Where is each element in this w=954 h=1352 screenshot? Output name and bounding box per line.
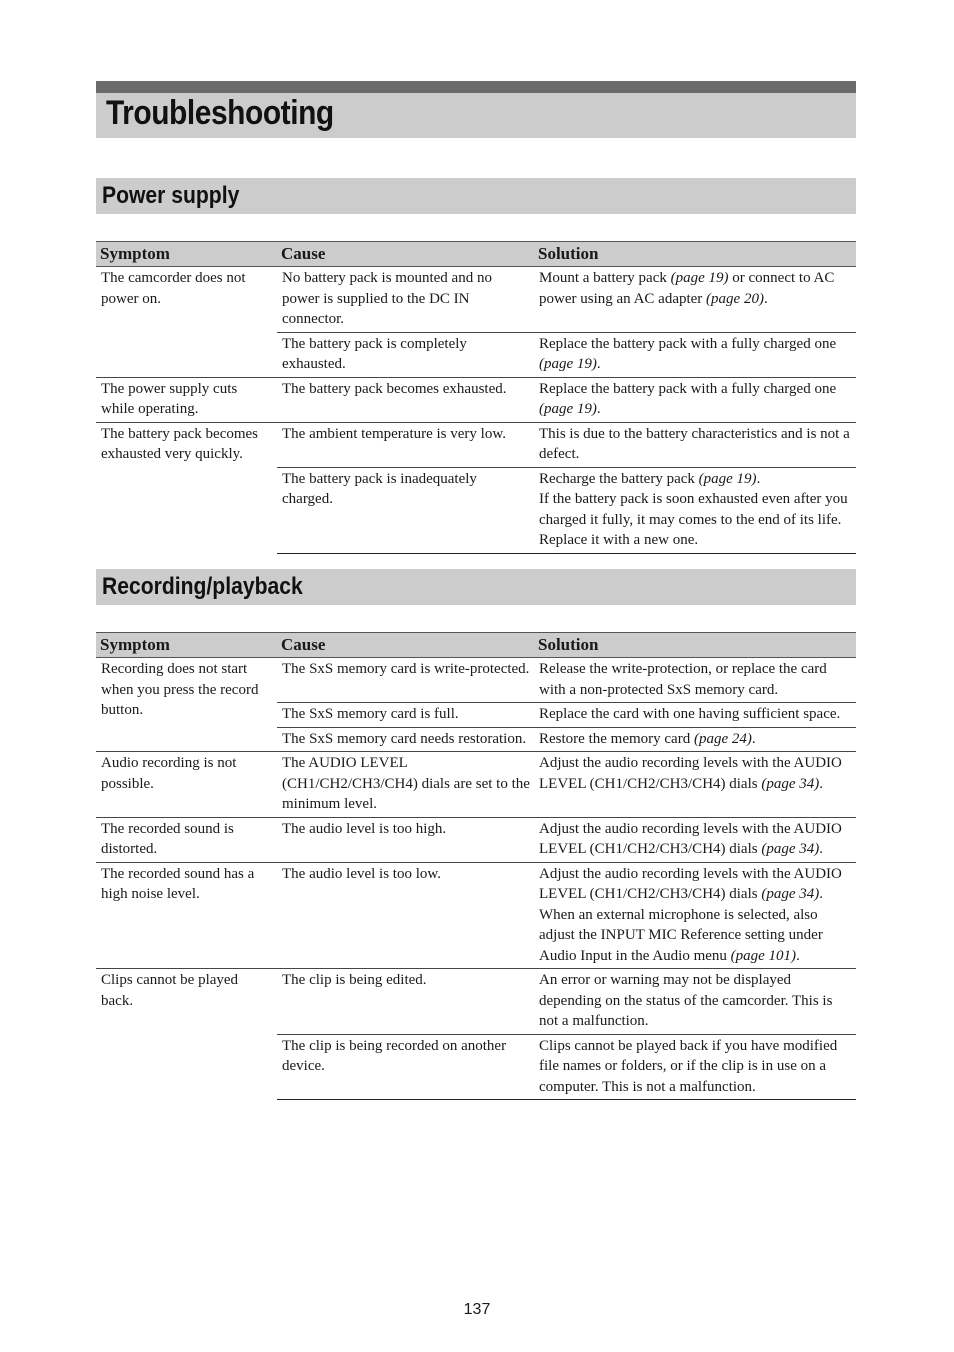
cause-cell: The battery pack becomes exhausted. [277,377,534,422]
page-reference: (page 19) [670,270,729,286]
table-row [96,658,856,703]
cause-cell: The clip is being edited. [277,969,534,1035]
table-row [96,969,856,1035]
cause-cell: The audio level is too high. [277,817,534,862]
solution-text: Clips cannot be played back if you have modified file names or folders, or if the clip is in use on a computer. This is not a malfunction. [539,1037,838,1095]
page-number: 137 [463,1301,491,1318]
solution-text: This is due to the battery characteristics and is not a defect. [539,425,850,462]
solution-cell [534,817,856,862]
section-header-recording-playback [96,569,856,605]
symptom-cell: Audio recording is not possible. [96,752,277,818]
solution-text: Replace the battery pack with a fully charged one [539,335,837,352]
symptom-cell: The battery pack becomes exhausted very quickly. [96,422,277,553]
section-title: Power supply [102,182,240,209]
solution-text: Replace the battery pack with a fully charged one [539,380,837,397]
column-header-symptom: Symptom [96,242,277,267]
solution-text: . [819,886,824,902]
solution-cell [534,727,856,752]
cause-cell: The clip is being recorded on another device. [277,1034,534,1100]
solution-text: . [763,290,768,307]
cause-cell: The SxS memory card needs restoration. [277,727,534,752]
section-title: Recording/playback [102,573,303,600]
solution-text: Adjust the audio recording levels with the AUDIO LEVEL (CH1/CH2/CH3/CH4) dials [539,755,842,792]
table-header-row [96,242,856,267]
symptom-cell: Recording does not start when you press the record button. [96,658,277,752]
solution-text: Mount a battery pack [539,270,671,286]
column-header-cause: Cause [277,242,534,267]
solution-text: . [796,947,800,964]
page-reference: (page 19) [539,401,597,417]
column-header-solution: Solution [534,633,856,658]
recording-playback-table [96,632,856,1100]
solution-text: Restore the memory card [539,730,694,747]
cause-cell: The SxS memory card is write-protected. [277,658,534,703]
power-supply-table [96,241,856,554]
cause-cell: No battery pack is mounted and no power is supplied to the DC IN connector. [277,267,534,333]
solution-text: If the battery pack is soon exhausted even after you charged it fully, it may comes to the end of its life. Replace it with a new one. [539,491,848,548]
page-reference: (page 19) [698,470,757,487]
page-reference: (page 34) [761,841,820,857]
solution-cell [534,862,856,969]
solution-cell [534,1034,856,1100]
solution-text: or connect to AC power using an AC adapter [539,270,835,307]
symptom-cell: The recorded sound is distorted. [96,817,277,862]
symptom-cell: Clips cannot be played back. [96,969,277,1100]
table-row [96,422,856,467]
solution-cell [534,267,856,333]
table-row [96,862,856,969]
page-reference: (page 34) [761,775,820,792]
cause-cell: The battery pack is inadequately charged. [277,467,534,553]
solution-text: When an external microphone is selected, also adjust the INPUT MIC Reference setting under Audio Input in the Audio menu [539,906,823,964]
solution-text: Replace the card with one having sufficient space. [539,706,841,722]
section-header-power-supply [96,178,856,214]
table-row [96,267,856,333]
table-row [96,377,856,422]
solution-cell [534,332,856,377]
solution-text: . [819,841,824,857]
solution-text: Adjust the audio recording levels with the AUDIO LEVEL (CH1/CH2/CH3/CH4) dials [539,865,842,902]
cause-cell: The ambient temperature is very low. [277,422,534,467]
table-header-row [96,633,856,658]
solution-text: . [756,470,761,487]
page-reference: (page 19) [539,356,597,372]
page-reference: (page 20) [706,290,764,307]
page-reference: (page 101) [730,947,797,964]
column-header-symptom: Symptom [96,633,277,658]
page-title-bar [96,81,856,138]
solution-text: . [596,401,601,417]
solution-text: . [819,775,824,792]
column-header-solution: Solution [534,242,856,267]
solution-text: Release the write-protection, or replace the card with a non-protected SxS memory card. [539,661,827,698]
solution-cell [534,752,856,818]
page-reference: (page 34) [761,886,820,902]
column-header-cause: Cause [277,633,534,658]
table-row [96,817,856,862]
solution-cell [534,377,856,422]
solution-cell [534,969,856,1035]
table-row [96,752,856,818]
cause-cell: The AUDIO LEVEL (CH1/CH2/CH3/CH4) dials are set to the minimum level. [277,752,534,818]
solution-text: . [751,730,756,747]
solution-text: An error or warning may not be displayed depending on the status of the camcorder. This is not a malfunction. [539,972,833,1029]
solution-cell [534,422,856,467]
symptom-cell: The power supply cuts while operating. [96,377,277,422]
cause-cell: The SxS memory card is full. [277,703,534,728]
page-reference: (page 24) [693,730,752,747]
page-title: Troubleshooting [106,94,334,132]
cause-cell: The battery pack is completely exhausted. [277,332,534,377]
solution-cell [534,658,856,703]
solution-text: Adjust the audio recording levels with the AUDIO LEVEL (CH1/CH2/CH3/CH4) dials [539,820,842,857]
cause-cell: The audio level is too low. [277,862,534,969]
symptom-cell: The recorded sound has a high noise level. [96,862,277,969]
solution-text: Recharge the battery pack [539,470,699,487]
symptom-cell: The camcorder does not power on. [96,267,277,378]
solution-text: . [596,356,601,372]
solution-cell [534,703,856,728]
solution-cell [534,467,856,553]
